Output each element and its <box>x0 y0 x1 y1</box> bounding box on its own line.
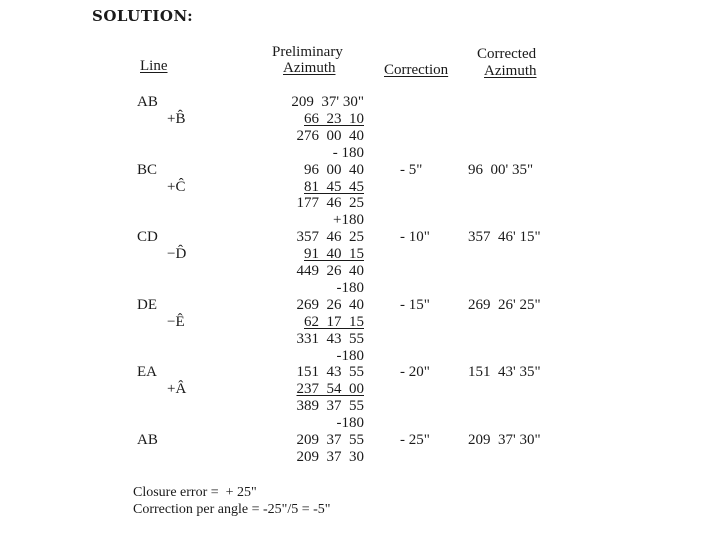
row-line-label: EA <box>137 364 157 381</box>
row-line-label: BC <box>137 161 158 178</box>
header-preliminary-line1: Preliminary <box>272 44 343 60</box>
row-line-label: CD <box>137 229 158 246</box>
header-preliminary-line2: Azimuth <box>283 60 336 76</box>
row-corrected-azimuth: 151 43' 35" <box>468 364 541 381</box>
row-angle-label: +B̂ <box>167 110 186 127</box>
row-angle-label: −Ê <box>167 313 185 330</box>
header-line: Line <box>140 58 168 74</box>
page-title: SOLUTION: <box>92 7 194 25</box>
row-correction: - 5" <box>400 161 423 178</box>
header-correction: Correction <box>384 62 449 78</box>
row-line-label: AB <box>137 94 158 110</box>
row-angle-label: −D̂ <box>167 246 187 263</box>
row-corrected-azimuth: 269 26' 25" <box>468 296 541 313</box>
row-angle-label: +Â <box>167 381 187 398</box>
row-correction: - 15" <box>400 296 430 313</box>
row-preliminary-azimuth: +180 <box>333 212 364 229</box>
row-preliminary-azimuth: 81 45 45 <box>304 178 364 195</box>
row-preliminary-azimuth: 269 26 40 <box>296 296 364 313</box>
row-preliminary-azimuth: 209 37 30 <box>296 448 364 465</box>
row-preliminary-azimuth: 62 17 15 <box>304 313 364 330</box>
row-preliminary-azimuth: 91 40 15 <box>304 246 364 263</box>
correction-per-angle: Correction per angle = -25"/5 = -5" <box>133 502 331 517</box>
row-preliminary-azimuth: 276 00 40 <box>296 127 364 144</box>
row-angle-label: +Ĉ <box>167 178 186 195</box>
row-preliminary-azimuth: -180 <box>336 279 364 296</box>
row-correction: - 25" <box>400 432 430 448</box>
header-corrected-line2: Azimuth <box>484 63 537 79</box>
row-preliminary-azimuth: -180 <box>336 347 364 364</box>
row-corrected-azimuth: 209 37' 30" <box>468 432 541 448</box>
row-preliminary-azimuth: -180 <box>336 415 364 432</box>
row-preliminary-azimuth: 209 37' 30" <box>291 94 364 110</box>
row-preliminary-azimuth: 389 37 55 <box>296 398 364 415</box>
row-corrected-azimuth: 357 46' 15" <box>468 229 541 246</box>
row-preliminary-azimuth: 66 23 10 <box>304 110 364 127</box>
row-preliminary-azimuth: 237 54 00 <box>296 381 364 398</box>
row-preliminary-azimuth: 177 46 25 <box>296 195 364 212</box>
row-correction: - 20" <box>400 364 430 381</box>
row-preliminary-azimuth: 151 43 55 <box>296 364 364 381</box>
row-preliminary-azimuth: 331 43 55 <box>296 330 364 347</box>
closure-error: Closure error = + 25" <box>133 485 257 500</box>
row-preliminary-azimuth: - 180 <box>332 144 364 161</box>
row-corrected-azimuth: 96 00' 35" <box>468 161 534 178</box>
header-corrected-line1: Corrected <box>477 46 537 62</box>
row-preliminary-azimuth: 209 37 55 <box>296 432 364 448</box>
row-line-label: AB <box>137 432 158 448</box>
row-preliminary-azimuth: 357 46 25 <box>296 229 364 246</box>
row-line-label: DE <box>137 296 157 313</box>
row-correction: - 10" <box>400 229 430 246</box>
row-preliminary-azimuth: 96 00 40 <box>304 161 364 178</box>
row-preliminary-azimuth: 449 26 40 <box>296 263 364 279</box>
